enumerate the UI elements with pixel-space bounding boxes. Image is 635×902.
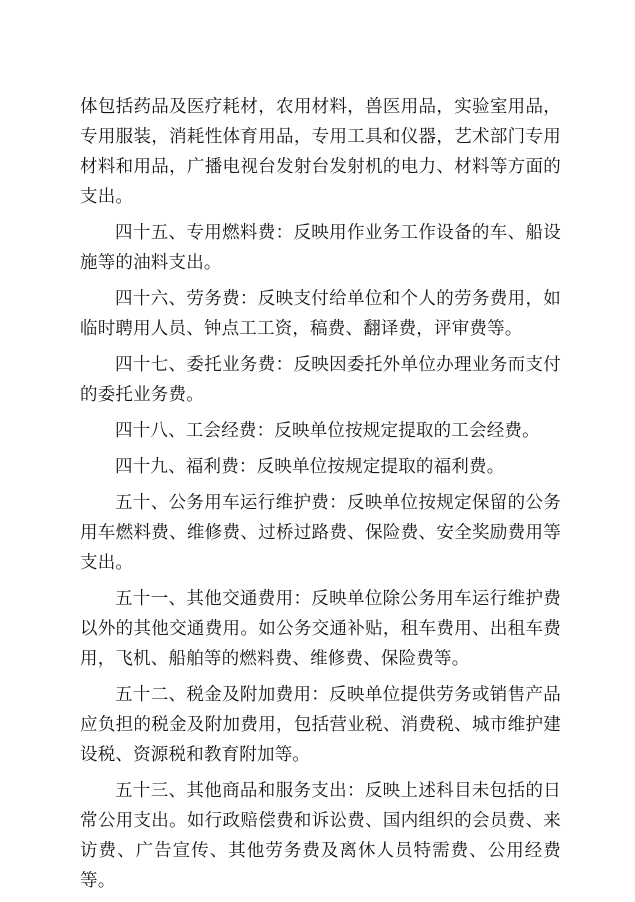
paragraph-item-50: 五十、公务用车运行维护费：反映单位按规定保留的公务用车燃料费、维修费、过桥过路费、保险费、安全奖励费用等支出。 (80, 493, 561, 573)
document-body (80, 92, 561, 902)
paragraph-item-45: 四十五、专用燃料费：反映用作业务工作设备的车、船设施等的油料支出。 (80, 223, 561, 273)
paragraph-item-47: 四十七、委托业务费：反映因委托外单位办理业务而支付的委托业务费。 (80, 355, 561, 405)
paragraph-continuation: 体包括药品及医疗耗材，农用材料，兽医用品，实验室用品，专用服装，消耗性体育用品，专用工具和仪器，艺术部门专用材料和用品，广播电视台发射台发射机的电力、材料等方面的支出。 (80, 97, 561, 207)
paragraph-item-51: 五十一、其他交通费用：反映单位除公务用车运行维护费以外的其他交通费用。如公务交通补贴，租车费用、出租车费用，飞机、船舶等的燃料费、维修费、保险费等。 (80, 589, 561, 669)
paragraph-item-48: 四十八、工会经费：反映单位按规定提取的工会经费。 (115, 421, 540, 441)
paragraph-item-46: 四十六、劳务费：反映支付给单位和个人的劳务费用，如临时聘用人员、钟点工工资，稿费、翻译费，评审费等。 (80, 289, 561, 339)
paragraph-item-52: 五十二、税金及附加费用：反映单位提供劳务或销售产品应负担的税金及附加费用，包括营业税、消费税、城市维护建设税、资源税和教育附加等。 (80, 685, 561, 765)
paragraph-item-53: 五十三、其他商品和服务支出：反映上述科目未包括的日常公用支出。如行政赔偿费和诉讼费、国内组织的会员费、来访费、广告宣传、其他劳务费及离休人员特需费、公用经费等。 (80, 781, 561, 891)
paragraph-item-49: 四十九、福利费：反映单位按规定提取的福利费。 (115, 457, 505, 477)
